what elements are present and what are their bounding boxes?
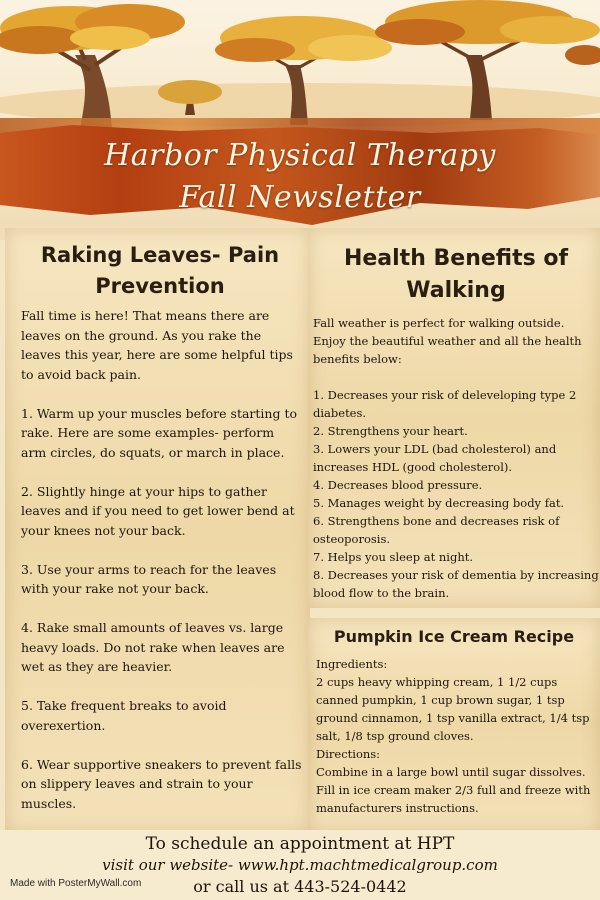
raking-tip: 4. Rake small amounts of leaves vs. large heavy loads. Do not rake when leaves are wet as they are heavier.	[21, 620, 285, 674]
walking-benefits-panel	[308, 228, 600, 608]
recipe-panel	[308, 618, 600, 833]
benefit-item: 5. Manages weight by decreasing body fat.	[313, 496, 565, 510]
benefit-item: 7. Helps you sleep at night.	[313, 550, 474, 564]
benefit-item: 2. Strengthens your heart.	[313, 424, 468, 438]
recipe-body	[316, 655, 598, 817]
benefit-item: 6. Strengthens bone and decreases risk of osteoporosis.	[313, 514, 560, 546]
footer-website-link[interactable]: visit our website- www.hpt.machtmedicalgroup.com	[102, 856, 498, 874]
benefit-item: 1. Decreases your risk of deleveloping type 2 diabetes.	[313, 388, 577, 420]
raking-tip: 5. Take frequent breaks to avoid overexertion.	[21, 698, 227, 733]
footer	[0, 830, 600, 900]
walking-intro: Fall weather is perfect for walking outside. Enjoy the beautiful weather and all the health benefits below:	[313, 316, 582, 366]
footer-phone-line: or call us at 443-524-0442	[193, 877, 407, 896]
raking-tip: 1. Warm up your muscles before starting to rake. Here are some examples- perform arm circles, do squats, or march in place.	[21, 405, 297, 460]
raking-leaves-body	[21, 306, 303, 833]
benefit-item: 8. Decreases your risk of dementia by increasing blood flow to the brain.	[313, 568, 599, 600]
raking-intro: Fall time is here! That means there are leaves on the ground. As you rake the leaves this year, here are some helpful tips to avoid back pain.	[21, 308, 293, 382]
raking-leaves-panel	[5, 228, 310, 833]
walking-benefits-heading: Health Benefits of Walking	[343, 246, 569, 303]
postermywall-credit: Made with PosterMyWall.com	[10, 878, 142, 889]
directions-label: Directions:	[316, 747, 381, 761]
raking-tip: 6. Wear supportive sneakers to prevent falls on slippery leaves and strain to your muscles.	[21, 756, 302, 811]
benefits-list	[313, 386, 599, 602]
newsletter-title-line1: Harbor Physical Therapy	[104, 138, 496, 173]
benefit-item: 4. Decreases blood pressure.	[313, 478, 483, 492]
directions-text: Combine in a large bowl until sugar dissolves. Fill in ice cream maker 2/3 full and freeze with manufacturers instructions.	[316, 765, 591, 815]
recipe-heading: Pumpkin Ice Cream Recipe	[333, 627, 575, 646]
ingredients-label: Ingredients:	[316, 657, 388, 671]
footer-schedule-line: To schedule an appointment at HPT	[145, 834, 455, 854]
benefit-item: 3. Lowers your LDL (bad cholesterol) and increases HDL (good cholesterol).	[313, 442, 557, 474]
raking-tip: 3. Use your arms to reach for the leaves with your rake not your back.	[21, 561, 277, 596]
raking-tip: 2. Slightly hinge at your hips to gather leaves and if you need to get lower bend at your knees not your back.	[21, 483, 295, 538]
raking-leaves-heading: Raking Leaves- Pain Prevention	[40, 243, 280, 298]
walking-benefits-body	[313, 314, 599, 602]
ingredients-text: 2 cups heavy whipping cream, 1 1/2 cups canned pumpkin, 1 cup brown sugar, 1 tsp ground cinnamon, 1 tsp vanilla extract, 1/4 tsp salt, 1/8 tsp ground cloves.	[316, 675, 590, 743]
newsletter-title-line2: Fall Newsletter	[179, 180, 421, 215]
